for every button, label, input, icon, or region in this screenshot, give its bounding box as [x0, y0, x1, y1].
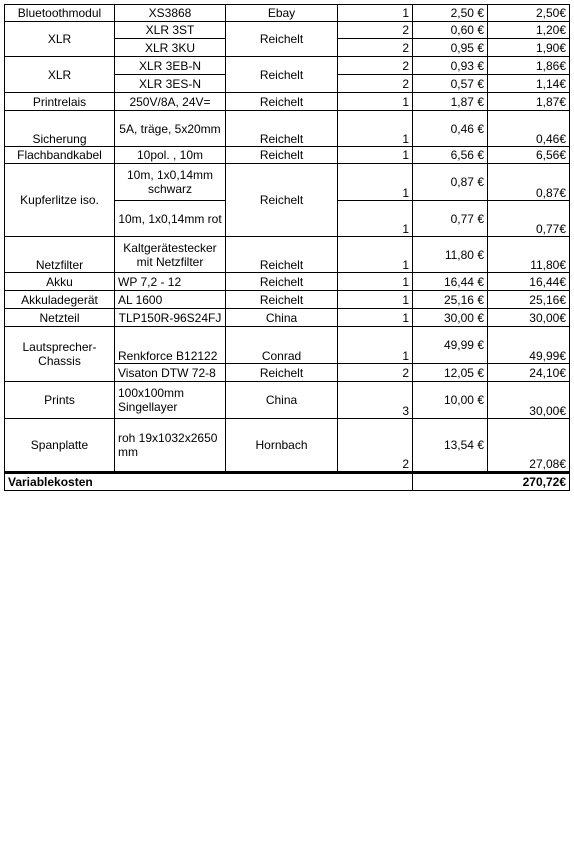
table-row [5, 164, 570, 201]
qty-cell: 1 [338, 237, 413, 273]
unit-price-cell: 10,00 € [413, 382, 488, 419]
qty-cell: 3 [338, 382, 413, 419]
vendor-cell: Reichelt [226, 93, 338, 111]
spec-cell: Renkforce B12122 [115, 327, 226, 364]
cost-table [4, 4, 570, 491]
table-row [5, 309, 570, 327]
qty-cell: 2 [338, 364, 413, 382]
spec-cell: 10m, 1x0,14mm schwarz [115, 164, 226, 201]
spec-cell: TLP150R-96S24FJ [115, 309, 226, 327]
unit-price-cell: 49,99 € [413, 327, 488, 364]
sum-cell: 0,46€ [488, 111, 570, 147]
unit-price-cell: 0,95 € [413, 39, 488, 57]
sum-cell: 6,56€ [488, 147, 570, 164]
qty-cell: 1 [338, 273, 413, 291]
spec-cell: roh 19x1032x2650 mm [115, 419, 226, 473]
unit-price-cell: 2,50 € [413, 5, 488, 22]
unit-price-cell: 0,77 € [413, 201, 488, 237]
unit-price-cell: 12,05 € [413, 364, 488, 382]
sum-cell: 0,87€ [488, 164, 570, 201]
unit-price-cell: 25,16 € [413, 291, 488, 309]
sum-cell: 49,99€ [488, 327, 570, 364]
vendor-cell: China [226, 382, 338, 419]
total-row [5, 473, 570, 491]
item-cell: Printrelais [5, 93, 115, 111]
spec-cell: 5A, träge, 5x20mm [115, 111, 226, 147]
table-row [5, 5, 570, 22]
qty-cell: 2 [338, 39, 413, 57]
unit-price-cell: 0,60 € [413, 22, 488, 39]
unit-price-cell: 0,57 € [413, 75, 488, 93]
table-row [5, 291, 570, 309]
vendor-cell: Reichelt [226, 111, 338, 147]
item-cell: Flachbandkabel [5, 147, 115, 164]
item-cell: Spanplatte [5, 419, 115, 473]
table-row [5, 419, 570, 473]
table-row [5, 147, 570, 164]
item-cell: XLR [5, 22, 115, 57]
unit-price-cell: 0,87 € [413, 164, 488, 201]
vendor-cell: China [226, 309, 338, 327]
table-row [5, 327, 570, 364]
unit-price-cell: 0,93 € [413, 57, 488, 75]
unit-price-cell: 11,80 € [413, 237, 488, 273]
vendor-cell: Reichelt [226, 22, 338, 57]
item-cell: Prints [5, 382, 115, 419]
sum-cell: 1,20€ [488, 22, 570, 39]
spec-cell: 10pol. , 10m [115, 147, 226, 164]
item-cell: Akku [5, 273, 115, 291]
spec-cell: XLR 3KU [115, 39, 226, 57]
spec-cell: WP 7,2 - 12 [115, 273, 226, 291]
spec-cell: AL 1600 [115, 291, 226, 309]
qty-cell: 1 [338, 5, 413, 22]
vendor-cell: Hornbach [226, 419, 338, 473]
spec-cell: XLR 3EB-N [115, 57, 226, 75]
qty-cell: 2 [338, 419, 413, 473]
qty-cell: 1 [338, 309, 413, 327]
qty-cell: 2 [338, 75, 413, 93]
item-cell: Bluetoothmodul [5, 5, 115, 22]
table-row [5, 22, 570, 39]
table-row [5, 111, 570, 147]
unit-price-cell: 1,87 € [413, 93, 488, 111]
vendor-cell: Reichelt [226, 364, 338, 382]
item-cell: Netzfilter [5, 237, 115, 273]
sum-cell: 30,00€ [488, 382, 570, 419]
unit-price-cell: 0,46 € [413, 111, 488, 147]
spec-cell: XLR 3ES-N [115, 75, 226, 93]
sum-cell: 0,77€ [488, 201, 570, 237]
vendor-cell: Conrad [226, 327, 338, 364]
qty-cell: 1 [338, 164, 413, 201]
sum-cell: 1,87€ [488, 93, 570, 111]
unit-price-cell: 13,54 € [413, 419, 488, 473]
total-value: 270,72€ [413, 473, 570, 491]
item-cell: Kupferlitze iso. [5, 164, 115, 237]
qty-cell: 1 [338, 291, 413, 309]
spec-cell: Kaltgerätestecker mit Netzfilter [115, 237, 226, 273]
sum-cell: 2,50€ [488, 5, 570, 22]
item-cell: Lautsprecher-Chassis [5, 327, 115, 382]
qty-cell: 1 [338, 327, 413, 364]
unit-price-cell: 6,56 € [413, 147, 488, 164]
sum-cell: 16,44€ [488, 273, 570, 291]
spec-cell: 100x100mm Singellayer [115, 382, 226, 419]
unit-price-cell: 16,44 € [413, 273, 488, 291]
total-label: Variablekosten [5, 473, 413, 491]
item-cell: Sicherung [5, 111, 115, 147]
qty-cell: 1 [338, 201, 413, 237]
spec-cell: Visaton DTW 72-8 [115, 364, 226, 382]
vendor-cell: Reichelt [226, 237, 338, 273]
sum-cell: 11,80€ [488, 237, 570, 273]
qty-cell: 1 [338, 93, 413, 111]
table-row [5, 93, 570, 111]
spec-cell: 10m, 1x0,14mm rot [115, 201, 226, 237]
vendor-cell: Reichelt [226, 291, 338, 309]
table-row [5, 273, 570, 291]
table-row [5, 57, 570, 75]
item-cell: XLR [5, 57, 115, 93]
vendor-cell: Reichelt [226, 164, 338, 237]
spec-cell: 250V/8A, 24V= [115, 93, 226, 111]
sum-cell: 1,90€ [488, 39, 570, 57]
table-row [5, 237, 570, 273]
sum-cell: 25,16€ [488, 291, 570, 309]
spec-cell: XLR 3ST [115, 22, 226, 39]
vendor-cell: Ebay [226, 5, 338, 22]
vendor-cell: Reichelt [226, 147, 338, 164]
qty-cell: 2 [338, 57, 413, 75]
sum-cell: 27,08€ [488, 419, 570, 473]
unit-price-cell: 30,00 € [413, 309, 488, 327]
sum-cell: 1,14€ [488, 75, 570, 93]
sum-cell: 24,10€ [488, 364, 570, 382]
vendor-cell: Reichelt [226, 57, 338, 93]
table-row [5, 382, 570, 419]
spec-cell: XS3868 [115, 5, 226, 22]
qty-cell: 2 [338, 22, 413, 39]
sum-cell: 1,86€ [488, 57, 570, 75]
item-cell: Akkuladegerät [5, 291, 115, 309]
qty-cell: 1 [338, 147, 413, 164]
vendor-cell: Reichelt [226, 273, 338, 291]
qty-cell: 1 [338, 111, 413, 147]
item-cell: Netzteil [5, 309, 115, 327]
sum-cell: 30,00€ [488, 309, 570, 327]
